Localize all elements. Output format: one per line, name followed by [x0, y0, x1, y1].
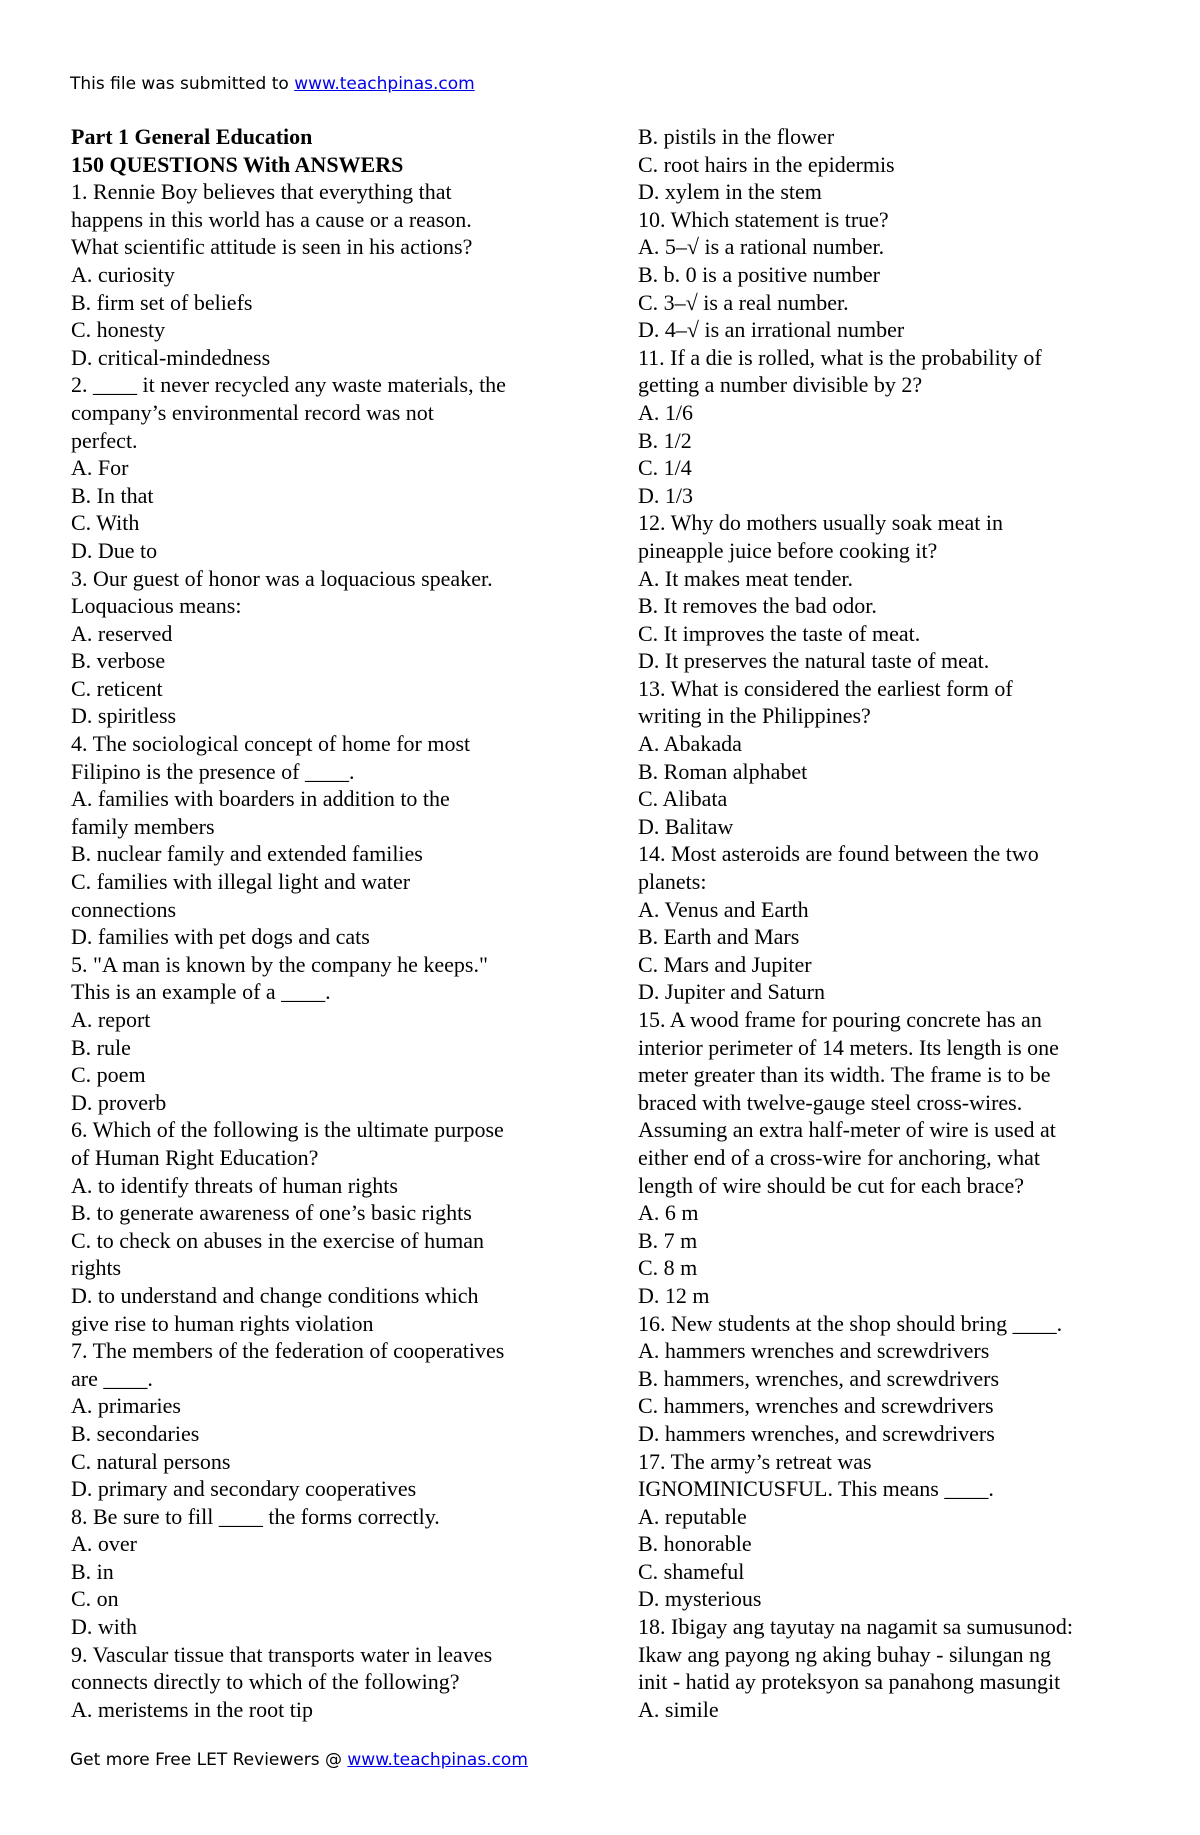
footer-link[interactable]: www.teachpinas.com	[347, 1750, 528, 1770]
text-line: 5. "A man is known by the company he keeps."	[71, 951, 488, 977]
text-line: A. Venus and Earth	[638, 896, 809, 922]
text-line: D. Due to	[71, 537, 158, 563]
text-line: C. 3–√ is a real number.	[638, 289, 849, 315]
text-line: D. 1/3	[638, 482, 693, 508]
footer-text: Get more Free LET Reviewers @	[70, 1750, 348, 1770]
text-line: D. critical-mindedness	[71, 344, 271, 370]
text-line: B. to generate awareness of one’s basic rights	[71, 1200, 472, 1226]
text-line: 18. Ibigay ang tayutay na nagamit sa sumusunod:	[638, 1614, 1074, 1640]
text-line: 12. Why do mothers usually soak meat in	[638, 510, 1003, 536]
text-line: A. 6 m	[638, 1200, 699, 1226]
text-line: 14. Most asteroids are found between the two	[638, 841, 1039, 867]
text-line: A. over	[71, 1531, 137, 1557]
text-line: A. curiosity	[71, 261, 175, 287]
text-line: pineapple juice before cooking it?	[638, 537, 938, 563]
text-line: 9. Vascular tissue that transports water in leaves	[71, 1641, 493, 1667]
text-line: 10. Which statement is true?	[638, 206, 889, 232]
text-line: What scientific attitude is seen in his actions?	[71, 234, 473, 260]
text-line: A. It makes meat tender.	[638, 565, 854, 591]
text-line: C. hammers, wrenches and screwdrivers	[638, 1393, 994, 1419]
text-line: A. 5–√ is a rational number.	[638, 234, 885, 260]
text-line: D. spiritless	[71, 703, 177, 729]
text-line: company’s environmental record was not	[71, 399, 434, 425]
text-line: of Human Right Education?	[71, 1144, 319, 1170]
text-line: 16. New students at the shop should bring ____.	[638, 1310, 1063, 1336]
text-line: C. reticent	[71, 675, 163, 701]
text-line: meter greater than its width. The frame is to be	[638, 1062, 1051, 1088]
text-line: C. 8 m	[638, 1255, 698, 1281]
text-line: rights	[71, 1255, 122, 1281]
text-line: B. hammers, wrenches, and screwdrivers	[638, 1365, 1000, 1391]
text-line: 15. A wood frame for pouring concrete has an	[638, 1007, 1042, 1032]
text-line: A. hammers wrenches and screwdrivers	[638, 1338, 990, 1364]
text-line: D. Jupiter and Saturn	[638, 979, 825, 1005]
text-line: A. report	[71, 1007, 151, 1032]
text-line: D. to understand and change conditions which	[71, 1282, 479, 1308]
text-line: 11. If a die is rolled, what is the probability of	[638, 344, 1042, 370]
text-line: B. in	[71, 1558, 114, 1584]
text-line: D. mysterious	[638, 1586, 762, 1612]
right-column	[638, 123, 1138, 1723]
document-heading: Part 1 General Education	[71, 124, 313, 149]
text-line: A. reserved	[71, 620, 173, 646]
text-line: C. shameful	[638, 1558, 745, 1584]
document-heading: 150 QUESTIONS With ANSWERS	[71, 151, 404, 177]
text-line: interior perimeter of 14 meters. Its length is one	[638, 1034, 1059, 1060]
text-line: D. with	[71, 1614, 137, 1640]
text-line: B. honorable	[638, 1531, 752, 1557]
text-line: init - hatid ay proteksyon sa panahong masungit	[638, 1669, 1061, 1695]
text-line: connects directly to which of the following?	[71, 1669, 460, 1695]
text-line: B. firm set of beliefs	[71, 289, 253, 315]
text-line: A. meristems in the root tip	[71, 1696, 313, 1722]
text-line: B. rule	[71, 1034, 131, 1060]
text-line: 7. The members of the federation of cooperatives	[71, 1338, 505, 1364]
text-line: Ikaw ang payong ng aking buhay - silungan ng	[638, 1641, 1052, 1667]
text-line: either end of a cross-wire for anchoring, what	[638, 1144, 1040, 1170]
text-line: B. It removes the bad odor.	[638, 593, 877, 619]
text-line: B. nuclear family and extended families	[71, 841, 423, 867]
text-line: 3. Our guest of honor was a loquacious speaker.	[71, 565, 493, 591]
text-line: A. to identify threats of human rights	[71, 1172, 398, 1198]
text-line: C. poem	[71, 1062, 146, 1088]
text-line: B. 7 m	[638, 1227, 698, 1253]
text-line: C. honesty	[71, 317, 166, 343]
text-line: B. 1/2	[638, 427, 692, 453]
text-line: This is an example of a ____.	[71, 979, 331, 1005]
text-line: 6. Which of the following is the ultimate purpose	[71, 1117, 504, 1143]
text-line: 2. ____ it never recycled any waste materials, the	[71, 372, 506, 398]
text-line: give rise to human rights violation	[71, 1310, 374, 1336]
text-line: D. hammers wrenches, and screwdrivers	[638, 1420, 995, 1446]
text-line: Loquacious means:	[71, 593, 242, 619]
text-line: C. families with illegal light and water	[71, 869, 411, 895]
text-line: Assuming an extra half-meter of wire is used at	[638, 1117, 1056, 1143]
text-line: writing in the Philippines?	[638, 703, 871, 729]
text-line: C. Alibata	[638, 786, 728, 812]
text-line: D. It preserves the natural taste of meat.	[638, 648, 990, 674]
page-header	[70, 74, 475, 94]
text-line: B. Roman alphabet	[638, 758, 808, 784]
text-line: happens in this world has a cause or a reason.	[71, 206, 472, 232]
text-line: C. With	[71, 510, 140, 536]
text-line: D. proverb	[71, 1089, 167, 1115]
text-line: A. families with boarders in addition to the	[71, 786, 450, 812]
text-line: are ____.	[71, 1365, 153, 1391]
page-footer	[70, 1750, 528, 1770]
text-line: A. 1/6	[638, 399, 693, 425]
text-line: A. primaries	[71, 1393, 181, 1419]
text-line: A. Abakada	[638, 731, 742, 757]
text-line: getting a number divisible by 2?	[638, 372, 923, 398]
text-line: A. simile	[638, 1696, 719, 1722]
text-line: length of wire should be cut for each brace?	[638, 1172, 1025, 1198]
text-line: C. on	[71, 1586, 119, 1612]
text-line: connections	[71, 896, 177, 922]
text-line: 4. The sociological concept of home for most	[71, 731, 471, 757]
text-line: IGNOMINICUSFUL. This means ____.	[638, 1476, 994, 1502]
text-line: D. primary and secondary cooperatives	[71, 1476, 417, 1502]
text-line: perfect.	[71, 427, 138, 453]
text-line: D. 12 m	[638, 1282, 710, 1308]
text-line: B. Earth and Mars	[638, 924, 800, 950]
text-line: D. families with pet dogs and cats	[71, 924, 370, 950]
text-line: B. b. 0 is a positive number	[638, 261, 880, 287]
header-link[interactable]: www.teachpinas.com	[294, 74, 475, 94]
text-line: planets:	[638, 869, 707, 895]
text-line: A. For	[71, 455, 129, 481]
header-text: This file was submitted to	[70, 74, 295, 94]
text-line: D. xylem in the stem	[638, 179, 822, 205]
text-line: B. pistils in the flower	[638, 124, 835, 149]
text-line: C. It improves the taste of meat.	[638, 620, 921, 646]
text-line: B. In that	[71, 482, 154, 508]
text-line: B. verbose	[71, 648, 166, 674]
text-line: B. secondaries	[71, 1420, 200, 1446]
text-line: 1. Rennie Boy believes that everything that	[71, 179, 452, 205]
text-line: C. to check on abuses in the exercise of human	[71, 1227, 484, 1253]
text-line: family members	[71, 813, 215, 839]
text-line: D. Balitaw	[638, 813, 734, 839]
text-line: A. reputable	[638, 1503, 747, 1529]
text-line: 17. The army’s retreat was	[638, 1448, 872, 1474]
left-column	[71, 123, 571, 1723]
text-line: Filipino is the presence of ____.	[71, 758, 355, 784]
text-line: C. Mars and Jupiter	[638, 951, 812, 977]
text-line: C. root hairs in the epidermis	[638, 151, 895, 177]
text-line: C. natural persons	[71, 1448, 231, 1474]
text-line: 13. What is considered the earliest form of	[638, 675, 1013, 701]
text-line: D. 4–√ is an irrational number	[638, 317, 905, 343]
text-line: braced with twelve-gauge steel cross-wires.	[638, 1089, 1023, 1115]
text-line: C. 1/4	[638, 455, 692, 481]
text-line: 8. Be sure to fill ____ the forms correctly.	[71, 1503, 440, 1529]
